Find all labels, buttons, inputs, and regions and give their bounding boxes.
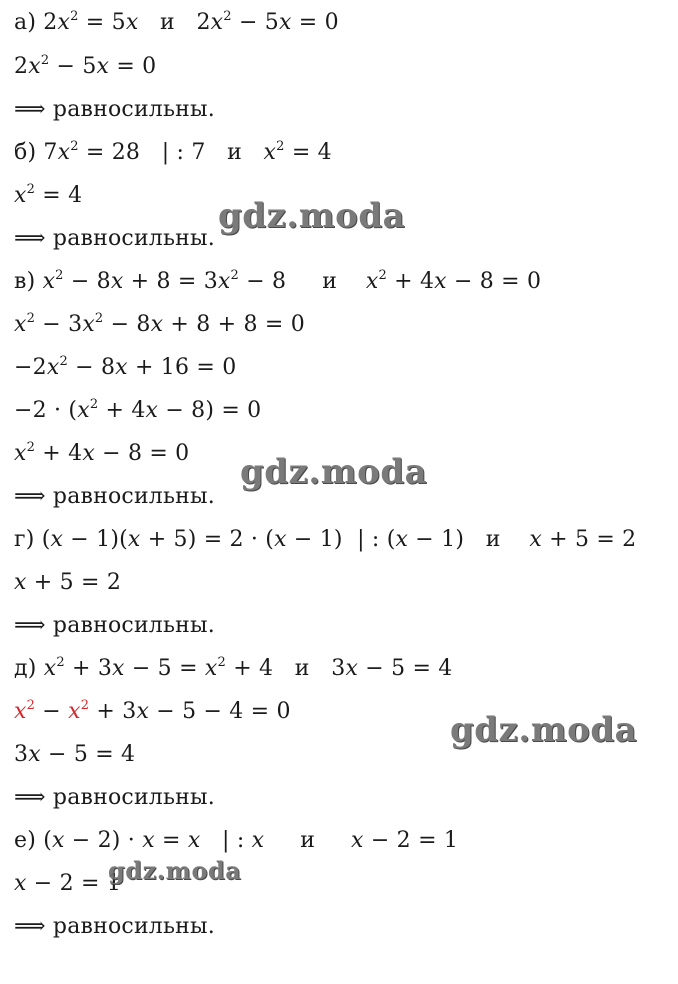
line-v4: $x^2 + 4x - 8 = 0$ (14, 439, 190, 466)
line-g: г) (x − 1)(x + 5) = 2 · (x − 1) | : (x − 1) и x + 5 = 2 (14, 527, 637, 552)
line-b: б) $7x^2 = 28$ | : 7 и $x^2 = 4$ (14, 138, 332, 165)
line-e: е) (x − 2) · x = x | : x и x − 2 = 1 (14, 828, 459, 853)
line-a1: $2x^2 - 5x = 0$ (14, 52, 157, 79)
line-d1: $x^2 - x^2 + 3x - 5 - 4 = 0$ (14, 697, 291, 724)
line-v2: $-2x^2 - 8x + 16 = 0$ (14, 353, 237, 380)
line-e2: ⟹ равносильны. (14, 914, 215, 939)
line-v5: ⟹ равносильны. (14, 484, 215, 509)
watermark-logo: gdz.moda (108, 856, 242, 885)
line-v3: $-2 \cdot (x^2 + 4x - 8) = 0$ (14, 396, 262, 423)
watermark-logo: gdz.moda (240, 452, 428, 492)
watermark-logo: gdz.moda (218, 196, 406, 236)
line-v1: $x^2 - 3x^2 - 8x + 8 + 8 = 0$ (14, 310, 305, 337)
line-d: д) $x^2 + 3x - 5 = x^2 + 4$ и 3x − 5 = 4 (14, 654, 453, 681)
line-b2: ⟹ равносильны. (14, 226, 215, 251)
line-a: а) $2x^2 = 5x$ и $2x^2 - 5x = 0$ (14, 8, 339, 35)
line-d3: ⟹ равносильны. (14, 785, 215, 810)
line-d2: 3x − 5 = 4 (14, 742, 136, 767)
line-g2: ⟹ равносильны. (14, 613, 215, 638)
watermark-logo: gdz.moda (450, 710, 638, 750)
line-a2: ⟹ равносильны. (14, 97, 215, 122)
line-e1: x − 2 = 1 (14, 871, 122, 896)
line-g1: x + 5 = 2 (14, 570, 122, 595)
line-b1: $x^2 = 4$ (14, 181, 83, 208)
line-v: в) $x^2 - 8x + 8 = 3x^2 - 8$ и $x^2 + 4x - 8 = 0$ (14, 267, 542, 294)
